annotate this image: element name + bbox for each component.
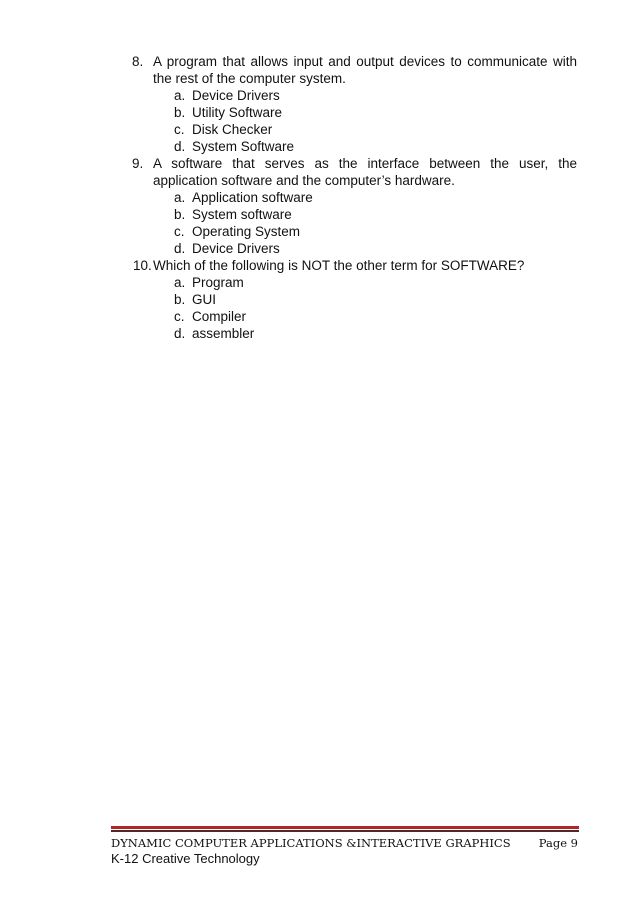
answer-options — [0, 274, 638, 342]
answer-option — [0, 274, 638, 291]
option-letter: b. — [174, 207, 186, 222]
answer-option — [0, 291, 638, 308]
option-text: Program — [192, 275, 244, 290]
option-letter: d. — [174, 326, 186, 341]
option-letter: d. — [174, 241, 186, 256]
answer-option — [0, 189, 638, 206]
question-number: 10. — [133, 258, 152, 273]
answer-option — [0, 206, 638, 223]
question-list — [0, 53, 638, 342]
option-text: Operating System — [192, 224, 301, 239]
option-letter: c. — [174, 122, 185, 137]
option-letter: d. — [174, 139, 186, 154]
answer-option — [0, 325, 638, 342]
question-text: Which of the following is NOT the other term for SOFTWARE? — [153, 258, 525, 273]
option-letter: b. — [174, 105, 186, 120]
option-text: assembler — [192, 326, 255, 341]
question-9 — [0, 155, 638, 257]
footer-rule-dark — [111, 830, 579, 832]
footer-subtitle: K-12 Creative Technology — [111, 851, 260, 866]
answer-option — [0, 104, 638, 121]
option-letter: b. — [174, 292, 186, 307]
footer-title: DYNAMIC COMPUTER APPLICATIONS &INTERACTIVE GRAPHICS — [111, 836, 511, 850]
option-text: Utility Software — [192, 105, 283, 120]
question-text: A software that serves as the interface between the user, the application software and the computer’s hardware. — [153, 156, 577, 188]
question-10 — [0, 257, 638, 342]
option-text: System software — [192, 207, 292, 222]
footer-rule-red — [111, 826, 579, 829]
option-letter: c. — [174, 309, 185, 324]
answer-option — [0, 240, 638, 257]
option-text: System Software — [192, 139, 295, 154]
answer-option — [0, 308, 638, 325]
answer-option — [0, 223, 638, 240]
option-letter: a. — [174, 275, 186, 290]
question-text: A program that allows input and output devices to communicate with the rest of the computer system. — [153, 54, 577, 86]
answer-option — [0, 121, 638, 138]
option-letter: a. — [174, 88, 186, 103]
option-letter: c. — [174, 224, 185, 239]
question-number: 8. — [132, 54, 144, 69]
option-text: Device Drivers — [192, 88, 280, 103]
question-number: 9. — [132, 156, 144, 171]
option-text: Compiler — [192, 309, 247, 324]
answer-options — [0, 87, 638, 155]
option-text: Application software — [192, 190, 313, 205]
option-text: GUI — [192, 292, 217, 307]
answer-option — [0, 138, 638, 155]
option-letter: a. — [174, 190, 186, 205]
question-8 — [0, 53, 638, 155]
page-footer — [0, 826, 638, 876]
page-number: Page 9 — [538, 836, 578, 850]
option-text: Disk Checker — [192, 122, 273, 137]
answer-option — [0, 87, 638, 104]
answer-options — [0, 189, 638, 257]
option-text: Device Drivers — [192, 241, 280, 256]
